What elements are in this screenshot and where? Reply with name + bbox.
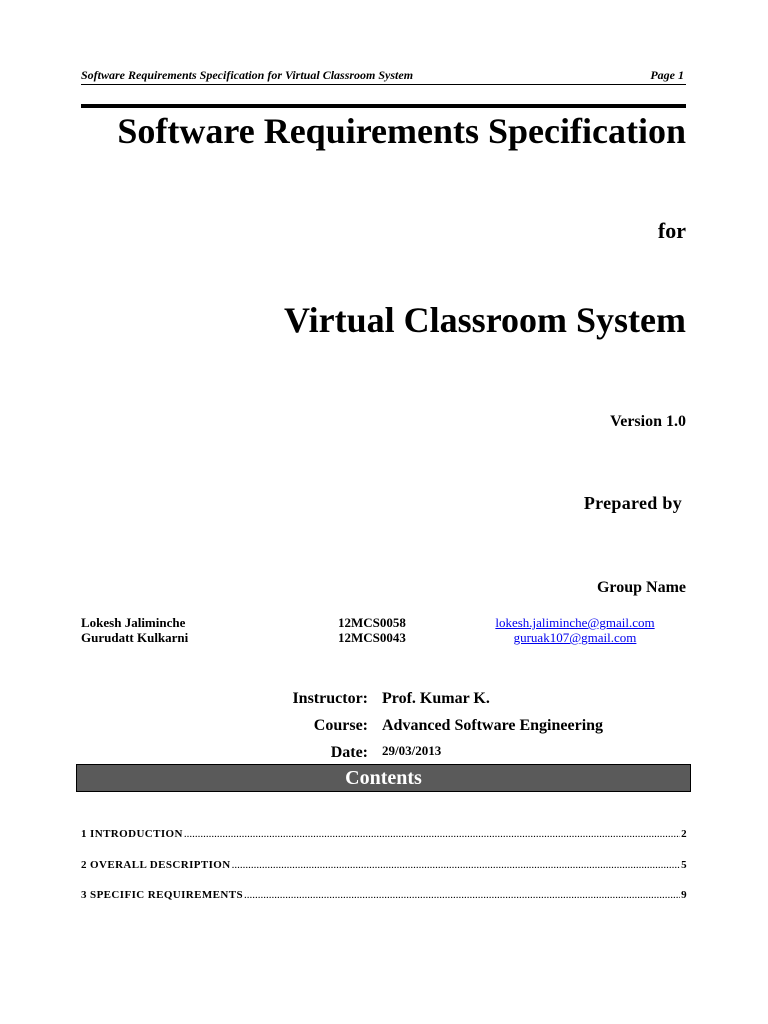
member-email-link[interactable]: lokesh.jaliminche@gmail.com [495,615,655,630]
instructor-label: Instructor: [292,690,368,707]
instructor-value: Prof. Kumar K. [382,690,490,707]
toc-entry[interactable] [81,828,687,840]
title-divider [81,104,686,108]
toc-entry-page: 2 [681,828,687,840]
toc-entry-page: 9 [681,889,687,901]
date-value: 29/03/2013 [382,743,442,758]
toc-leader [244,889,680,901]
course-label: Course: [313,717,368,734]
version-label: Version 1.0 [610,413,686,430]
toc-entry[interactable] [81,859,687,871]
prepared-by-label: Prepared by [583,493,682,513]
toc-entry-page: 5 [681,859,687,871]
toc-entry-label: 2 OVERALL DESCRIPTION [81,859,231,871]
course-value: Advanced Software Engineering [382,717,604,734]
member-name: Lokesh Jaliminche [81,615,186,630]
toc-entry-label: 3 SPECIFIC REQUIREMENTS [81,889,244,901]
member-email-link[interactable]: guruak107@gmail.com [513,630,637,645]
running-header-title: Software Requirements Specification for Virtual Classroom System [81,68,414,82]
toc-leader [184,828,680,840]
toc-entry[interactable] [81,889,687,901]
member-id: 12MCS0043 [338,630,406,645]
header-divider [81,84,686,85]
member-name: Gurudatt Kulkarni [81,630,189,645]
member-id: 12MCS0058 [338,615,406,630]
date-label: Date: [330,744,368,761]
toc-entry-label: 1 INTRODUCTION [81,828,183,840]
document-title: Software Requirements Specification [117,111,686,151]
group-name-label: Group Name [596,579,686,596]
system-name: Virtual Classroom System [284,300,686,340]
toc-leader [232,859,680,871]
contents-heading: Contents [76,764,691,792]
page-number: Page 1 [650,68,684,82]
for-label: for [657,218,686,243]
